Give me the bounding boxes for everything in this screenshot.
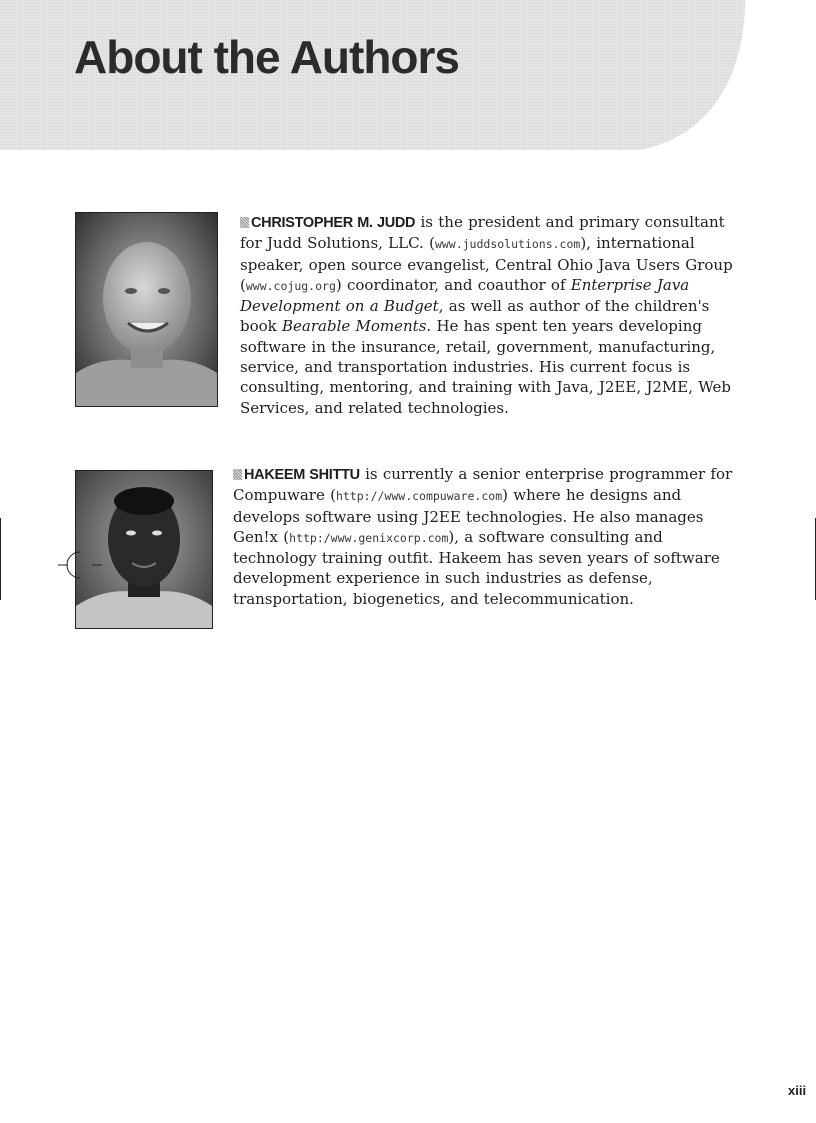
url-link[interactable]: http:/www.genixcorp.com: [289, 530, 449, 545]
bullet-icon: [240, 217, 249, 228]
bio-text: ) coordinator, and coauthor of: [335, 275, 571, 294]
bio-text: ), a software consulting and technology training outfit. Hakeem has seven years of software development experience in such industries as defense, transportation, biogenetics, and telecommunication.: [233, 527, 720, 608]
bio-text: is the president and primary consultant for Judd Solutions, LLC. (: [240, 213, 725, 253]
bullet-icon: [233, 469, 242, 480]
page-number: xiii: [788, 1083, 807, 1098]
bio-text: ), international speaker, open source evangelist, Central Ohio Java Users Group (: [240, 234, 733, 294]
portrait-icon: [76, 213, 217, 406]
registration-mark-icon: [58, 550, 102, 580]
author-bio-christopher-judd: [240, 212, 745, 418]
url-link[interactable]: www.juddsolutions.com: [434, 237, 581, 252]
book-title: Bearable Moments: [282, 317, 427, 336]
book-title: Enterprise Java Development on a Budget: [240, 275, 690, 316]
author-name: CHRISTOPHER M. JUDD: [251, 215, 416, 231]
bio-text: . He has spent ten years developing software in the insurance, retail, government, manufacturing, service, and transportation industries. His current focus is consulting, mentoring, and training with Java, J2EE, J2ME, Web Services, and related technologies.: [240, 317, 731, 417]
bio-text: ) where he designs and develops software using J2EE technologies. He also manages Gen!x (: [233, 486, 704, 546]
bio-text: , as well as author of the children's book: [240, 297, 710, 336]
url-link[interactable]: http://www.compuware.com: [335, 489, 503, 504]
author-name: HAKEEM SHITTU: [244, 467, 360, 483]
page-title: About the Authors: [74, 31, 460, 83]
author-bio-hakeem-shittu: [233, 464, 733, 609]
url-link[interactable]: www.cojug.org: [245, 278, 336, 293]
crop-mark-left: [0, 518, 1, 600]
author-photo-christopher-judd: [75, 212, 218, 407]
bio-text: is currently a senior enterprise programmer for Compuware (: [233, 465, 733, 505]
